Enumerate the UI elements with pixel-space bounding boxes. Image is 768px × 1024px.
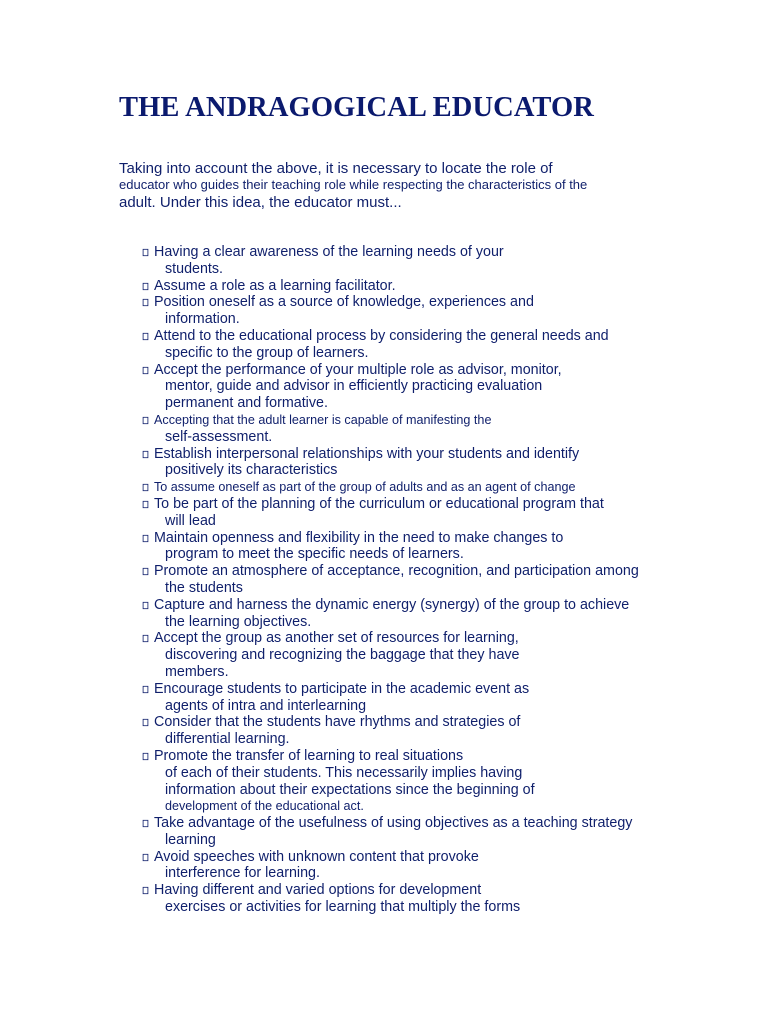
list-item-text: interference for learning. [165,865,320,882]
list-item-text: information. [165,311,240,328]
square-bullet-icon [143,450,149,457]
list-item-text: Take advantage of the usefulness of using objectives as a teaching strategy [154,815,633,832]
list-item-text: members. [165,663,229,680]
list-item [142,748,639,815]
square-bullet-icon [143,820,149,827]
square-bullet-icon [143,501,149,508]
list-item-text: the students [165,579,243,596]
list-item-text: of each of their students. This necessarily implies having [165,764,523,781]
list-item-text: Maintain openness and flexibility in the need to make changes to [154,529,564,546]
square-bullet-icon [143,333,149,340]
list-item-text: Position oneself as a source of knowledge, experiences and [154,294,534,311]
list-item-text: Promote an atmosphere of acceptance, recognition, and participation among [154,563,639,580]
square-bullet-icon [143,686,149,693]
list-item-text: differential learning. [165,731,290,748]
educator-duties-list [142,244,639,916]
square-bullet-icon [143,719,149,726]
list-item-text: students. [165,260,224,277]
list-item-text: development of the educational act. [165,799,364,814]
list-item [142,328,639,362]
list-item-text: positively its characteristics [165,462,338,479]
list-item [142,681,639,715]
square-bullet-icon [143,602,149,609]
list-item-text: learning [165,831,216,848]
list-item-text: Promote the transfer of learning to real situations [154,747,464,764]
list-item-text: specific to the group of learners. [165,344,369,361]
list-item-text: will lead [165,512,216,529]
list-item-text: Having a clear awareness of the learning needs of your [154,244,504,260]
list-item [142,244,639,278]
list-item-text: To be part of the planning of the curriculum or educational program that [154,495,604,512]
intro-line: educator who guides their teaching role while respecting the characteristics of the [119,177,588,192]
list-item [142,849,639,883]
list-item-text: program to meet the specific needs of learners. [165,546,464,563]
square-bullet-icon [143,568,149,575]
list-item [142,714,639,748]
list-item-text: Accept the performance of your multiple role as advisor, monitor, [154,361,562,378]
list-item [142,294,639,328]
list-item-text: agents of intra and interlearning [165,697,367,714]
list-item-text: self-assessment. [165,428,273,445]
square-bullet-icon [143,366,149,373]
list-item-text: Accepting that the adult learner is capable of manifesting the [154,412,492,427]
page-title: THE ANDRAGOGICAL EDUCATOR [119,92,594,123]
list-item [142,815,639,849]
square-bullet-icon [143,282,149,289]
list-item-text: Assume a role as a learning facilitator. [154,277,396,294]
list-item-text: Encourage students to participate in the academic event as [154,680,530,697]
square-bullet-icon [143,484,149,491]
list-item-text: Consider that the students have rhythms and strategies of [154,714,521,731]
list-item-text: discovering and recognizing the baggage that they have [165,647,520,664]
list-item-text: information about their expectations since the beginning of [165,781,535,798]
list-item-text: Accept the group as another set of resources for learning, [154,630,519,647]
intro-line: adult. Under this idea, the educator must... [119,194,402,211]
list-item-text: To assume oneself as part of the group of adults and as an agent of change [154,480,576,495]
square-bullet-icon [143,887,149,894]
list-item-text: Establish interpersonal relationships with your students and identify [154,445,580,462]
list-item [142,530,639,564]
list-item-text: Capture and harness the dynamic energy (synergy) of the group to achieve [154,596,630,613]
square-bullet-icon [143,249,149,256]
list-item [142,362,639,412]
square-bullet-icon [143,854,149,861]
list-item-text: exercises or activities for learning that multiply the forms [165,899,521,916]
list-item [142,563,639,597]
intro-line: Taking into account the above, it is necessary to locate the role of [119,160,553,177]
list-item [142,496,639,530]
square-bullet-icon [143,635,149,642]
list-item-text: Having different and varied options for development [154,882,482,899]
list-item [142,882,639,916]
list-item [142,479,639,496]
list-item-text: Avoid speeches with unknown content that provoke [154,848,479,865]
list-item [142,630,639,680]
list-item [142,412,639,446]
list-item-text: the learning objectives. [165,613,312,630]
square-bullet-icon [143,299,149,306]
list-item [142,597,639,631]
list-item [142,446,639,480]
square-bullet-icon [143,753,149,760]
list-item-text: mentor, guide and advisor in efficiently practicing evaluation [165,378,543,395]
list-item-text: Attend to the educational process by considering the general needs and [154,327,609,344]
square-bullet-icon [143,534,149,541]
list-item [142,278,639,295]
list-item-text: permanent and formative. [165,395,328,412]
square-bullet-icon [143,417,149,424]
